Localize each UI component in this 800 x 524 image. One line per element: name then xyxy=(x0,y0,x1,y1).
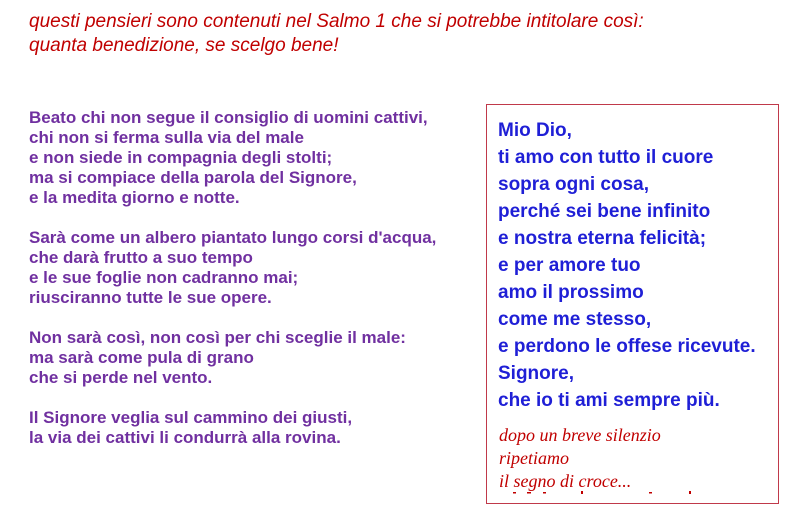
prayer-line: e perdono le offese ricevute. xyxy=(498,336,756,357)
intro-line: quanta benedizione, se scelgo bene! xyxy=(29,35,339,56)
psalm-line: Sarà come un albero piantato lungo corsi d'acqua, xyxy=(29,228,437,247)
psalm-line: Beato chi non segue il consiglio di uomini cattivi, xyxy=(29,108,428,127)
psalm-line: e non siede in compagnia degli stolti; xyxy=(29,148,333,167)
psalm-line: riusciranno tutte le sue opere. xyxy=(29,288,272,307)
prayer-line: e nostra eterna felicità; xyxy=(498,228,707,249)
psalm-line: chi non si ferma sulla via del male xyxy=(29,128,304,147)
intro-line: questi pensieri sono contenuti nel Salmo 1 che si potrebbe intitolare così: xyxy=(29,11,644,32)
prayer-line: ti amo con tutto il cuore xyxy=(498,147,714,168)
psalm-stanza xyxy=(29,408,479,448)
psalm-line: che si perde nel vento. xyxy=(29,368,213,387)
instruction-line: dopo un breve silenzio xyxy=(499,425,661,445)
psalm-stanza xyxy=(29,108,479,208)
psalm-line: Non sarà così, non così per chi sceglie il male: xyxy=(29,328,406,347)
psalm-line: e la medita giorno e notte. xyxy=(29,188,240,207)
prayer-line: e per amore tuo xyxy=(498,255,641,276)
prayer-instruction xyxy=(499,424,661,493)
prayer-line: perché sei bene infinito xyxy=(498,201,711,222)
prayer-line: Mio Dio, xyxy=(498,120,572,141)
psalm-stanza xyxy=(29,228,479,308)
psalm-text xyxy=(29,108,479,468)
psalm-line: e le sue foglie non cadranno mai; xyxy=(29,268,299,287)
prayer-line: come me stesso, xyxy=(498,309,652,330)
psalm-stanza xyxy=(29,328,479,388)
prayer-line: Signore, xyxy=(498,363,575,384)
instruction-line: ripetiamo xyxy=(499,448,569,468)
cutoff-text-fragment xyxy=(499,490,699,496)
intro-text xyxy=(29,10,769,58)
prayer-line: che io ti ami sempre più. xyxy=(498,390,720,411)
psalm-line: la via dei cattivi li condurrà alla rovina. xyxy=(29,428,341,447)
prayer-box xyxy=(486,104,779,504)
psalm-line: Il Signore veglia sul cammino dei giusti, xyxy=(29,408,353,427)
instruction-line: il segno di croce... xyxy=(499,471,632,491)
psalm-line: che darà frutto a suo tempo xyxy=(29,248,253,267)
psalm-line: ma sarà come pula di grano xyxy=(29,348,254,367)
prayer-text xyxy=(498,117,756,414)
prayer-line: amo il prossimo xyxy=(498,282,644,303)
psalm-line: ma si compiace della parola del Signore, xyxy=(29,168,357,187)
prayer-line: sopra ogni cosa, xyxy=(498,174,649,195)
